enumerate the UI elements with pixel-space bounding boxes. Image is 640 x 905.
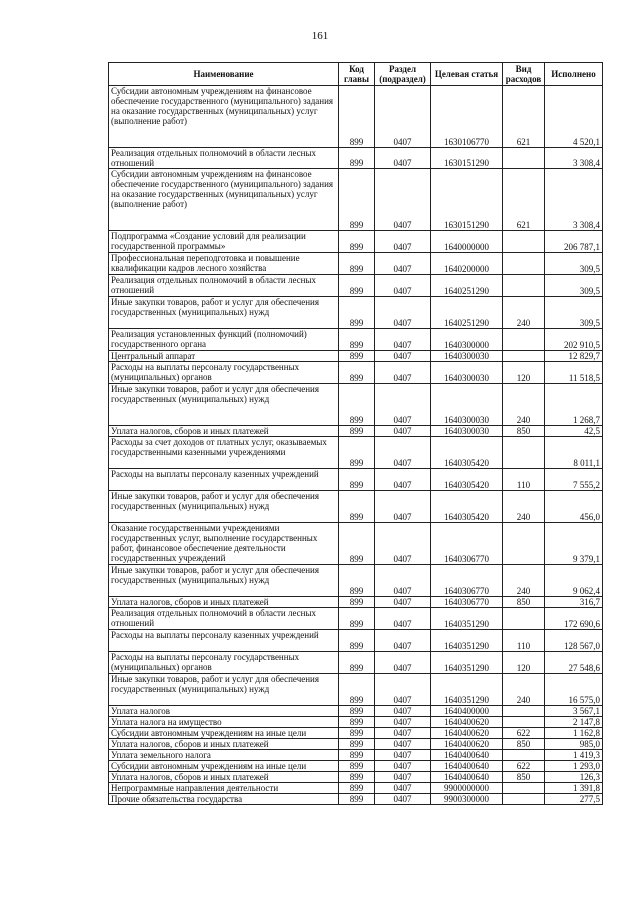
row-executed: 42,5	[545, 426, 603, 437]
row-section: 0407	[375, 351, 431, 362]
row-name: Уплата земельного налога	[109, 750, 339, 761]
row-code: 899	[339, 469, 375, 491]
row-executed: 8 011,1	[545, 437, 603, 469]
row-name: Расходы за счет доходов от платных услуг, оказываемых государственными казенными учреждениями	[109, 437, 339, 469]
row-target: 1640300030	[431, 351, 503, 362]
header-name: Наименование	[109, 63, 339, 86]
row-target: 9900000000	[431, 783, 503, 794]
row-target: 1640351290	[431, 630, 503, 652]
row-executed: 985,0	[545, 739, 603, 750]
row-name: Иные закупки товаров, работ и услуг для обеспечения государственных (муниципальных) нужд	[109, 674, 339, 706]
row-executed: 1 162,8	[545, 728, 603, 739]
row-code: 899	[339, 297, 375, 329]
row-name: Расходы на выплаты персоналу казенных учреждений	[109, 630, 339, 652]
row-section: 0407	[375, 728, 431, 739]
row-code: 899	[339, 253, 375, 275]
row-type: 240	[503, 491, 545, 523]
row-name: Субсидии автономным учреждениям на финансовое обеспечение государственного (муниципального) задания на оказание государственных (муниципальных) услуг (выполнение работ)	[109, 86, 339, 148]
row-type	[503, 783, 545, 794]
row-target: 1640305420	[431, 491, 503, 523]
row-name: Уплата налогов	[109, 706, 339, 717]
row-code: 899	[339, 148, 375, 169]
row-code: 899	[339, 761, 375, 772]
row-name: Реализация отдельных полномочий в области лесных отношений	[109, 608, 339, 630]
table-row	[109, 728, 603, 739]
table-row	[109, 597, 603, 608]
row-type: 621	[503, 169, 545, 231]
header-target: Целевая статья	[431, 63, 503, 86]
row-name: Реализация отдельных полномочий в области лесных отношений	[109, 148, 339, 169]
row-type	[503, 706, 545, 717]
table-row	[109, 761, 603, 772]
table-row	[109, 565, 603, 597]
row-section: 0407	[375, 297, 431, 329]
row-target: 1640400620	[431, 728, 503, 739]
row-target: 1640300030	[431, 426, 503, 437]
row-type	[503, 523, 545, 565]
row-target: 1640400000	[431, 706, 503, 717]
row-code: 899	[339, 231, 375, 253]
row-section: 0407	[375, 717, 431, 728]
row-type	[503, 351, 545, 362]
row-target: 1640400640	[431, 761, 503, 772]
row-target: 1640300000	[431, 329, 503, 351]
row-target: 1640351290	[431, 674, 503, 706]
row-code: 899	[339, 674, 375, 706]
row-executed: 206 787,1	[545, 231, 603, 253]
row-executed: 456,0	[545, 491, 603, 523]
row-executed: 9 062,4	[545, 565, 603, 597]
table-row	[109, 794, 603, 805]
row-target: 1630106770	[431, 86, 503, 148]
row-name: Уплата налога на имущество	[109, 717, 339, 728]
row-section: 0407	[375, 674, 431, 706]
row-code: 899	[339, 772, 375, 783]
row-executed: 1 419,3	[545, 750, 603, 761]
row-type: 850	[503, 772, 545, 783]
row-code: 899	[339, 437, 375, 469]
row-code: 899	[339, 706, 375, 717]
row-section: 0407	[375, 706, 431, 717]
row-type	[503, 148, 545, 169]
row-section: 0407	[375, 491, 431, 523]
row-executed: 1 293,0	[545, 761, 603, 772]
row-target: 1640400640	[431, 772, 503, 783]
row-section: 0407	[375, 253, 431, 275]
row-section: 0407	[375, 426, 431, 437]
row-target: 1640305420	[431, 469, 503, 491]
row-target: 1630151290	[431, 148, 503, 169]
row-executed: 27 548,6	[545, 652, 603, 674]
row-code: 899	[339, 630, 375, 652]
row-name: Расходы на выплаты персоналу государственных (муниципальных) органов	[109, 652, 339, 674]
row-code: 899	[339, 426, 375, 437]
row-name: Уплата налогов, сборов и иных платежей	[109, 426, 339, 437]
row-code: 899	[339, 329, 375, 351]
row-code: 899	[339, 351, 375, 362]
budget-table	[108, 62, 603, 805]
row-section: 0407	[375, 169, 431, 231]
row-name: Иные закупки товаров, работ и услуг для обеспечения государственных (муниципальных) нужд	[109, 384, 339, 426]
row-code: 899	[339, 275, 375, 297]
row-type: 850	[503, 739, 545, 750]
row-section: 0407	[375, 794, 431, 805]
row-type: 850	[503, 426, 545, 437]
row-executed: 4 520,1	[545, 86, 603, 148]
table-row	[109, 739, 603, 750]
row-name: Уплата налогов, сборов и иных платежей	[109, 739, 339, 750]
row-target: 1640306770	[431, 523, 503, 565]
row-code: 899	[339, 794, 375, 805]
row-executed: 12 829,7	[545, 351, 603, 362]
row-target: 1640306770	[431, 565, 503, 597]
row-executed: 202 910,5	[545, 329, 603, 351]
row-name: Уплата налогов, сборов и иных платежей	[109, 597, 339, 608]
row-code: 899	[339, 608, 375, 630]
row-section: 0407	[375, 739, 431, 750]
table-row	[109, 231, 603, 253]
row-section: 0407	[375, 608, 431, 630]
row-target: 1630151290	[431, 169, 503, 231]
row-target: 1640306770	[431, 597, 503, 608]
table-row	[109, 630, 603, 652]
row-type	[503, 275, 545, 297]
row-executed: 309,5	[545, 275, 603, 297]
table-row	[109, 362, 603, 384]
table-row	[109, 329, 603, 351]
row-code: 899	[339, 750, 375, 761]
row-section: 0407	[375, 437, 431, 469]
row-type	[503, 253, 545, 275]
row-executed: 3 308,4	[545, 148, 603, 169]
row-name: Иные закупки товаров, работ и услуг для обеспечения государственных (муниципальных) нужд	[109, 491, 339, 523]
row-target: 1640300030	[431, 362, 503, 384]
row-section: 0407	[375, 761, 431, 772]
row-code: 899	[339, 717, 375, 728]
row-executed: 16 575,0	[545, 674, 603, 706]
row-name: Реализация установленных функций (полномочий) государственного органа	[109, 329, 339, 351]
row-type: 621	[503, 86, 545, 148]
row-target: 1640351290	[431, 652, 503, 674]
table-row	[109, 772, 603, 783]
row-section: 0407	[375, 597, 431, 608]
row-executed: 172 690,6	[545, 608, 603, 630]
row-section: 0407	[375, 384, 431, 426]
row-type: 240	[503, 674, 545, 706]
row-target: 9900300000	[431, 794, 503, 805]
row-target: 1640200000	[431, 253, 503, 275]
row-name: Прочие обязательства государства	[109, 794, 339, 805]
row-executed: 9 379,1	[545, 523, 603, 565]
row-section: 0407	[375, 652, 431, 674]
table-row	[109, 717, 603, 728]
table-row	[109, 523, 603, 565]
row-executed: 3 567,1	[545, 706, 603, 717]
table-row	[109, 351, 603, 362]
table-row	[109, 275, 603, 297]
table-row	[109, 750, 603, 761]
row-type	[503, 717, 545, 728]
row-name: Непрограммные направления деятельности	[109, 783, 339, 794]
row-target: 1640300030	[431, 384, 503, 426]
row-executed: 126,3	[545, 772, 603, 783]
row-section: 0407	[375, 630, 431, 652]
table-body	[109, 86, 603, 805]
table-row	[109, 437, 603, 469]
row-executed: 11 518,5	[545, 362, 603, 384]
header-executed: Исполнено	[545, 63, 603, 86]
row-code: 899	[339, 728, 375, 739]
row-section: 0407	[375, 523, 431, 565]
row-name: Подпрограмма «Создание условий для реализации государственной программы»	[109, 231, 339, 253]
row-executed: 2 147,8	[545, 717, 603, 728]
row-name: Профессиональная переподготовка и повышение квалификации кадров лесного хозяйства	[109, 253, 339, 275]
row-type	[503, 231, 545, 253]
row-type	[503, 329, 545, 351]
row-section: 0407	[375, 469, 431, 491]
row-code: 899	[339, 169, 375, 231]
row-type	[503, 608, 545, 630]
row-executed: 309,5	[545, 297, 603, 329]
table-row	[109, 491, 603, 523]
row-code: 899	[339, 652, 375, 674]
row-target: 1640400640	[431, 750, 503, 761]
row-code: 899	[339, 523, 375, 565]
table-row	[109, 469, 603, 491]
row-target: 1640351290	[431, 608, 503, 630]
row-target: 1640251290	[431, 297, 503, 329]
row-name: Субсидии автономным учреждениям на финансовое обеспечение государственного (муниципального) задания на оказание государственных (муниципальных) услуг (выполнение работ)	[109, 169, 339, 231]
row-name: Центральный аппарат	[109, 351, 339, 362]
table-row	[109, 253, 603, 275]
row-name: Субсидии автономным учреждениям на иные цели	[109, 761, 339, 772]
row-code: 899	[339, 783, 375, 794]
row-executed: 1 391,8	[545, 783, 603, 794]
header-code: Код главы	[339, 63, 375, 86]
table-row	[109, 783, 603, 794]
row-code: 899	[339, 597, 375, 608]
row-type: 240	[503, 297, 545, 329]
table-row	[109, 608, 603, 630]
row-code: 899	[339, 491, 375, 523]
row-section: 0407	[375, 275, 431, 297]
row-target: 1640400620	[431, 717, 503, 728]
row-code: 899	[339, 86, 375, 148]
row-executed: 309,5	[545, 253, 603, 275]
row-type: 622	[503, 761, 545, 772]
row-executed: 7 555,2	[545, 469, 603, 491]
row-section: 0407	[375, 362, 431, 384]
table-row	[109, 169, 603, 231]
row-type: 120	[503, 362, 545, 384]
row-type	[503, 437, 545, 469]
table-row	[109, 297, 603, 329]
table-row	[109, 384, 603, 426]
table-row	[109, 86, 603, 148]
row-target: 1640000000	[431, 231, 503, 253]
row-type: 240	[503, 565, 545, 597]
row-executed: 316,7	[545, 597, 603, 608]
row-section: 0407	[375, 231, 431, 253]
row-executed: 1 268,7	[545, 384, 603, 426]
table-row	[109, 674, 603, 706]
header-type: Вид расходов	[503, 63, 545, 86]
row-name: Иные закупки товаров, работ и услуг для обеспечения государственных (муниципальных) нужд	[109, 297, 339, 329]
row-section: 0407	[375, 86, 431, 148]
row-name: Реализация отдельных полномочий в области лесных отношений	[109, 275, 339, 297]
row-section: 0407	[375, 750, 431, 761]
row-name: Уплата налогов, сборов и иных платежей	[109, 772, 339, 783]
row-section: 0407	[375, 772, 431, 783]
row-target: 1640400620	[431, 739, 503, 750]
row-target: 1640305420	[431, 437, 503, 469]
row-type: 240	[503, 384, 545, 426]
row-section: 0407	[375, 329, 431, 351]
row-type: 850	[503, 597, 545, 608]
table-header-row	[109, 63, 603, 86]
row-code: 899	[339, 739, 375, 750]
row-executed: 3 308,4	[545, 169, 603, 231]
row-type	[503, 750, 545, 761]
row-type	[503, 794, 545, 805]
row-name: Субсидии автономным учреждениям на иные цели	[109, 728, 339, 739]
header-section: Раздел (подраздел)	[375, 63, 431, 86]
row-section: 0407	[375, 783, 431, 794]
row-type: 110	[503, 630, 545, 652]
row-type: 120	[503, 652, 545, 674]
row-code: 899	[339, 362, 375, 384]
row-executed: 128 567,0	[545, 630, 603, 652]
row-code: 899	[339, 565, 375, 597]
row-type: 622	[503, 728, 545, 739]
row-target: 1640251290	[431, 275, 503, 297]
row-type: 110	[503, 469, 545, 491]
table-row	[109, 426, 603, 437]
row-name: Иные закупки товаров, работ и услуг для обеспечения государственных (муниципальных) нужд	[109, 565, 339, 597]
row-executed: 277,5	[545, 794, 603, 805]
table-row	[109, 652, 603, 674]
row-section: 0407	[375, 565, 431, 597]
row-name: Расходы на выплаты персоналу казенных учреждений	[109, 469, 339, 491]
table-row	[109, 148, 603, 169]
table-row	[109, 706, 603, 717]
row-name: Оказание государственными учреждениями государственных услуг, выполнение государственных работ, финансовое обеспечение деятельности государственных учреждений	[109, 523, 339, 565]
row-name: Расходы на выплаты персоналу государственных (муниципальных) органов	[109, 362, 339, 384]
page-number: 161	[311, 30, 329, 42]
row-code: 899	[339, 384, 375, 426]
row-section: 0407	[375, 148, 431, 169]
